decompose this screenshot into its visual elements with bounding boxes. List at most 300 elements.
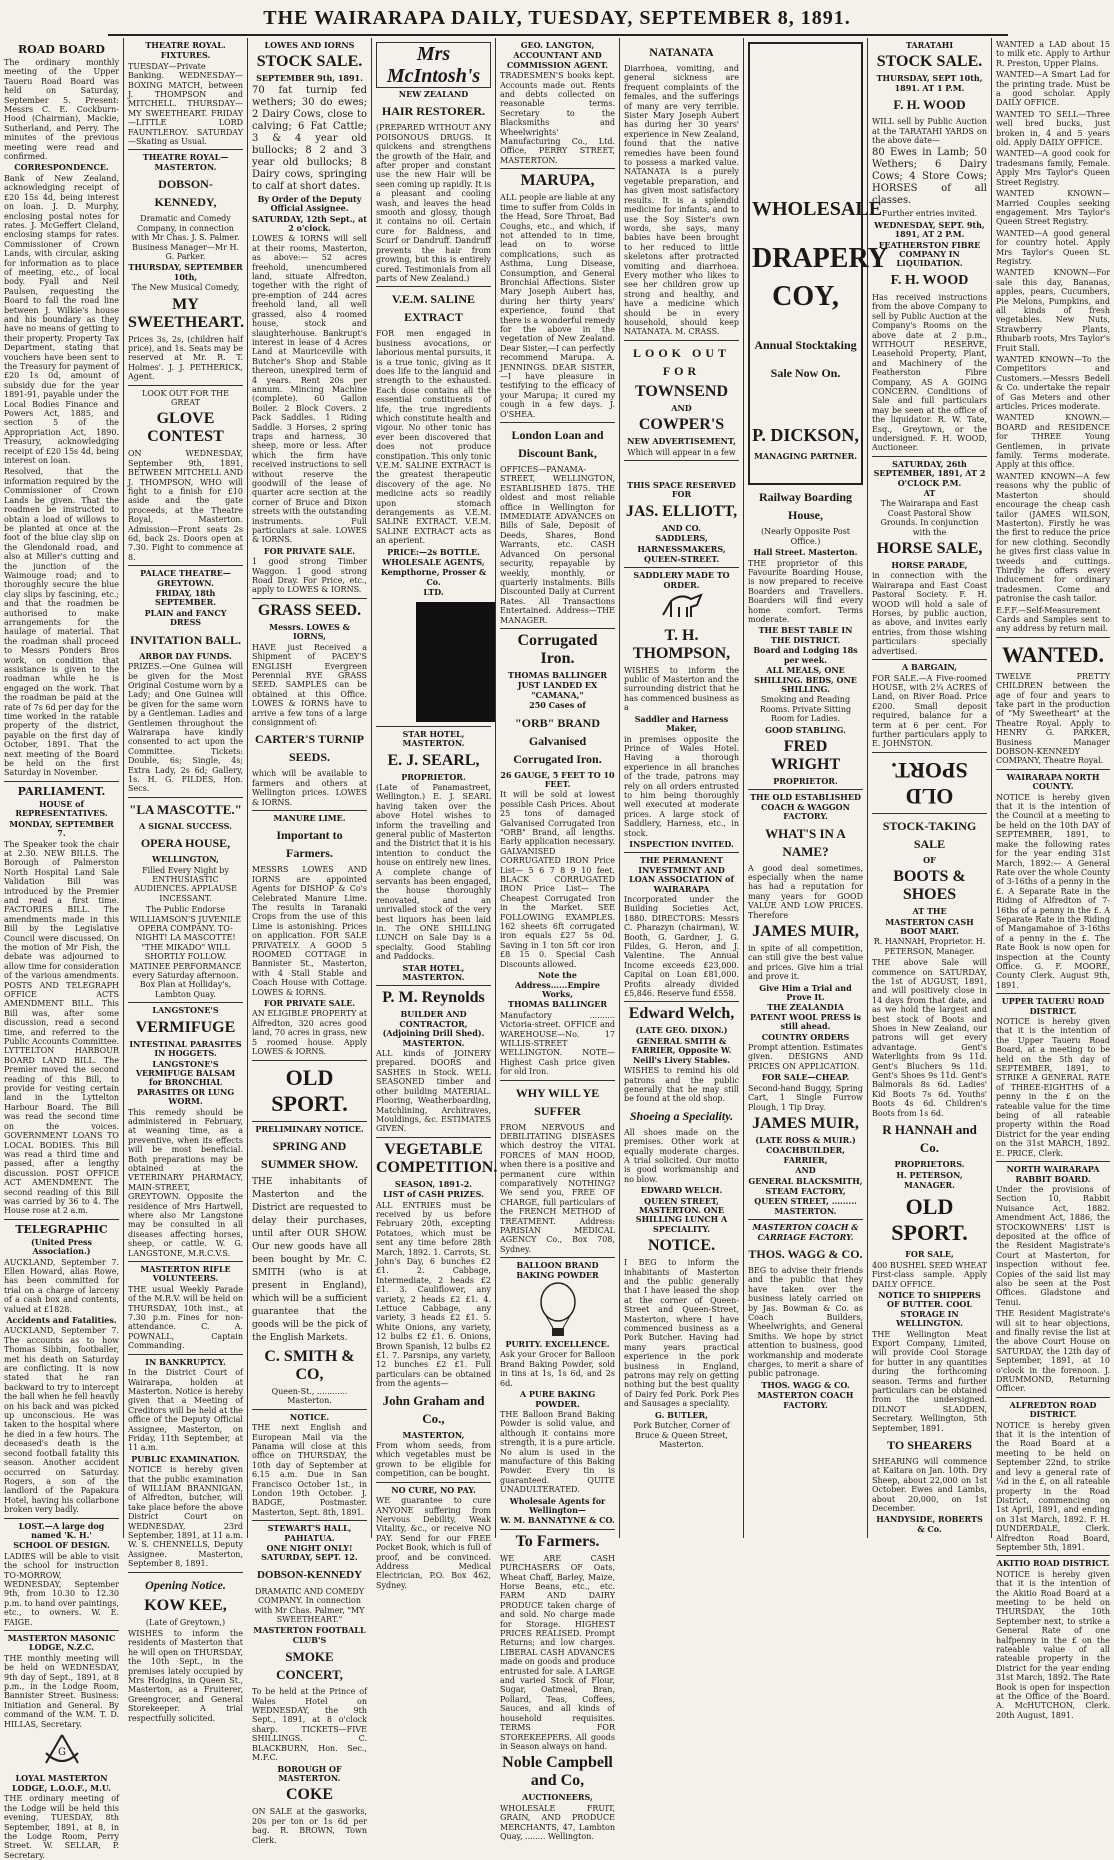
give-trial: Give Him a Trial and Prove It. [759,982,852,1003]
butler-text: Pork Butcher, Corner of Bruce & Queen Street, Masterton. [633,1421,730,1449]
manure-text: MESSRS LOWES AND IORNS are appointed Agents for DISHOP & Co's Celebrated Manure Lime. The results in Taranaki Crops from the use of this Lime is astonishing. Prices on application. FOR SALE PRIVATELY. A GOOD 5 ROOMED COTTAGE in Bannister St., Masterton, with 4 Stall Stable and Coach House with Cottage. LOWES & IORNS. [252,865,367,997]
exam-heading: PUBLIC EXAMINATION. [131,1453,240,1464]
bargain: A BARGAIN, [902,662,957,673]
muir-text: in spite of all competition, can still give the best value and prices. Give him a trial and prove it. [748,944,863,982]
akitio: AKITIO ROAD DISTRICT. [996,1558,1110,1569]
corrugated-title: Corrugated Iron. [517,631,598,667]
peterson: H. PETERSON, [896,1169,963,1180]
column-9 [992,38,1114,1720]
searl-title: E. J. SEARL, [387,751,480,769]
borough: BOROUGH OF MASTERTON. [277,1763,342,1783]
pure-text: THE Balloon Brand Baking Powder is solid value, and although it contains more strength, it is a pure article. No alum is used in the manufacture of this Baking Powder. Every tin is guaranteed. QUITE UNADULTERATED. [500,1409,615,1495]
cash-prizes: LIST of CASH PRIZES. [383,1189,484,1200]
private-sale-heading: FOR PRIVATE SALE. [263,545,356,556]
shoeing: Shoeing a Speciality. [629,1108,734,1123]
james-muir: JAMES MUIR, [752,923,859,940]
sweetheart-title: MY SWEETHEART. [128,295,245,331]
shearing-text: SHEARING will commence at Kaitara on Jan. 10th. Dry Sheep, about 22,000 on 1st October. Ewes and Lambs, about 20,000, on 1st December. [872,1457,987,1514]
no-cure-text: WE guarantee to cure ANYONE suffering from Nervous Debility, Weak Vitality, &c., or receive NO PAY. Send for our FREE Pocket Book, which is full of proof, and be convinced. Address Medical Electrician, P.O. Box 462, Sydney. [376,1496,491,1590]
hair-text: (PREPARED WITHOUT ANY POISONOUS DRUGS. It quickens and strengthens the growth of the Hair, and after proper and constant use the new Hair will be seen coming up rapidly. It is a pleasant and cooling wash, and leaves the head smooth and glossy, though it contains no oil. Certain cure for Baldness, and Scurf or Dandruff. Dandruff prevents the hair from growing, but this is entirely cured. Testimonials from all parts of New Zealand.) [376,123,491,283]
star-hotel-2: STAR HOTEL, MASTERTON. [402,962,465,983]
saddlers: SADDLERS, [655,533,708,544]
vem-price: PRICE:—2s BOTTLE. [387,546,480,557]
bannatyne: W. M. BANNATYNE & CO. [500,1515,615,1526]
country-text: Prompt attention. Estimates given. DESIGNS AND PRICES ON APPLICATION. [748,1043,863,1071]
fred-proprietor: PROPRIETOR. [773,775,838,786]
saddler-text: in premises opposite the Prince of Wales Hotel. Having a thorough experience in all branches of the trade, patrons may rely on all orders entrusted to him being thoroughly well executed at moderate prices. A large stock of Saddlery, Harness, etc., in stock. [624,734,739,838]
factory: MASTERTON COACH FACTORY. [757,1390,854,1410]
zealandia: THE ZEALANDIA PATENT WOOL PRESS is still ahead. [749,1002,862,1032]
just-landed: JUST LANDED EX "CAMANA," [517,680,598,700]
wholesale-wellington: Wholesale Agents for Wellington— [509,1495,606,1515]
smoke-concert: SMOKE CONCERT, [276,1649,343,1683]
rm-text: THE Resident Magistrate's will sit to hear objections, and finally revise the list at the above Court House on SATURDAY, the 12th day of September, 1891, at 10 o'clock in the forenoon. J. DRUMMOND, Returning Officer. [996,1309,1110,1394]
glove-intro: LOOK OUT FOR THE GREAT [142,388,229,407]
rifle-heading: MASTERTON RIFLE VOLUNTEERS. [140,1264,231,1284]
wood2-text: Has received instructions from the above Company to sell by Public Auction at the Company's Rooms on the above date at 2 p.m., WITHOUT RESERVE, Leasehold Property, Plant, and Machinery of the Featherston Fibre Company, AS A GOING CONCERN. Conditions of Sale and full particulars may be seen at the office of the liquidator. R. W. Tate, Esq., Greytown, or the undersigned. F. H. WOOD, Auctioneer. [872,292,987,453]
arbor-day: ARBOR DAY FUNDS. [139,650,232,661]
csmith-title: C. SMITH & CO, [264,1347,355,1383]
for-sale-text: Second-hand Buggy, Spring Cart, 1 Single Furrow Plough, 1 Tip Dray. [748,1083,863,1112]
grass-sub: Messrs. LOWES & IORNS, [269,621,350,642]
column-4 [372,38,498,1590]
accidents-heading: Accidents and Fatalities. [6,1315,117,1325]
wanted-2: WANTED—A Smart Lad for the printing trade. Must be a good scholar. Apply DAILY OFFICE. [996,70,1110,108]
for-sale-cheap: FOR SALE—CHEAP. [761,1072,850,1083]
masonic-text: THE monthly meeting will be held on WEDNESDAY, 9th day of Sept., 1891, at 8 p.m., in the Lodge Room, Bannister Street. Business: Initiation and General. By command of the W.M. T. D. HILLAS, Secretary. [4,1653,119,1729]
dobson-heading: DOBSON-KENNEDY, [154,177,217,210]
inspection: INSPECTION INVITED. [629,838,734,849]
queen-street-lunch: QUEEN STREET, MASTERTON. ONE SHILLING LUNCH A SPECIALITY. [635,1195,728,1234]
kowkee-text: WISHES to inform the residents of Masterton that he will open on THURSDAY, the 10th Sept., in the premises lately occupied by Mrs Hodgins, in Queen St., Masterton, as a Fruiterer, Greengrocer, and General Storekeeper. A trial respectfully solicited. [128,1629,243,1723]
why-suffer: WHY WILL YE SUFFER [515,1085,600,1118]
wanted-4: WANTED—A good cook for tradesmans family, Female. Apply Mrs Taylor's Queen Street Registry. [996,149,1110,187]
rifle-text: THE usual Weekly Parade of the M.R.V. will be held on THURSDAY, 10th inst., at 7.30 p.m. Fines for non-attendance. C. A. POWNALL, Captain Commanding. [128,1284,243,1351]
opening-notice: Opening Notice. [145,1577,226,1592]
private2-heading: FOR PRIVATE SALE. [263,998,356,1009]
dk-text: DRAMATIC AND COMEDY COMPANY. In connection with Mr Chas. Palmer, "MY SWEETHEART." [254,1586,365,1625]
house-heading: HOUSE of REPRESENTATIVES. [15,798,108,819]
important-farmers: Important to Farmers. [276,828,343,861]
railway-text: THE proprietor of this Favourite Boarding House, is now prepared to receive Boarders and Travellers. Boarders will find every home comfort. Terms moderate. [748,558,863,625]
arbor-text: PRIZES.—One Guinea will be given for the Most Original Costume worn by a Lady; and One Guinea will be given for the same worn by a Gentleman. Ladies and Gentlemen throughout the Wairarapa have kindly consented to act upon the Committee. Tickets: Double, 6s; Single, 4s; Extra Lady, 2s 6d; Gallery, 1s. H. G. FILDES, Hon. Secs. [128,662,243,794]
purity: PURITY. EXCELLENCE. [505,1339,610,1350]
sale-now-on: Sale Now On. [770,366,841,380]
correspondence-text: Bank of New Zealand, acknowledging receipt of £20 15s 4d, being interest on loan. J. D. Murphy, enclosing postal notes for rates. J. McGeffert Cleland, enclosing stamps for rates. Commissioner of Crown Lands, with circular, asking for information as to place of meeting, etc., of local body. Fyall and Neil Paulsen, requesting the Board to fall the road line between J. Wilkie's house and his boundary as they have no means of getting to their property. Property Tax Department, stating that vouchers have been sent to the Treasury for payment of £20 1s 0d, amount of subsidy due for the year 1891-91, payable under the Local Bodies Finance and Powers Act, 1885, and section 5 of the Appropriation Act, 1890. Treasury, acknowledging receipt of £20 15s 4d, being interest on loan. [4,173,119,466]
taratahi-stock-sale: STOCK SALE. [876,53,983,71]
school-heading: SCHOOL OF DESIGN. [13,1540,110,1551]
at-label: AT [923,488,936,498]
thompson-text: WISHES to inform the public of Masterton and the surrounding district that he has commenced business as a [624,665,739,713]
mascotte-title: "LA MASCOTTE." [129,801,242,817]
plain-fancy: PLAIN and FANCY DRESS [144,607,227,628]
fixtures-heading: FIXTURES. [160,50,211,61]
horse-text: in connection with the Wairarapa and East Coast Pastoral Society. F. H. WOOD will hold a sale of Horses, by public auction, as above, and invites early entries, from those wishing particulars specially advertised. [872,571,987,656]
column-6 [620,38,744,1538]
private2-text: AN ELIGIBLE PROPERTY at Alfredton, 320 acres good land, 70 acres in grass, new 5 roomed house. Apply LOWES & IORNS. [252,1009,367,1057]
drapery-box [748,42,888,485]
orb-gauge: 26 GAUGE, 5 FEET TO 10 FEET. [500,769,615,789]
new-comedy: The New Musical Comedy, [131,283,240,293]
late-ross: (LATE ROSS & MUIR.) [755,1134,856,1145]
wai-north-text: NOTICE is hereby given that it is the intention of the Council at a meeting to be held on the 10th DAY of SEPTEMBER, 1891, to make the following rates for the year ending 31st March, 1892:— A General Rate over the whole County of 3-16ths of a penny in the £. A Separate Rate in the Riding of Alfredton of 7-16ths of a penny in the £. A Separate Rate in the Riding of Mangamahoe of 3-16ths of a penny in the £. The Rate Book is now open for inspection at the County Office. G. F. MOORE, County Clerk. August 9th, 1891. [996,792,1110,990]
column-3 [248,38,372,1845]
spring-show: SPRING AND SUMMER SHOW. [261,1138,358,1171]
wed-date: WEDNESDAY, SEPT. 9th, 1891, AT 2 P.M. [874,219,985,240]
mail-notice: NOTICE. [289,1411,330,1422]
hair-restorer: HAIR RESTORER. [381,104,486,119]
ew-text: WISHES to remind his old patrons and the public generally that he may still be found at the old shop. [624,1066,739,1104]
drapery-title: DRAPERY [752,243,888,274]
shippers: NOTICE TO SHIPPERS OF BUTTER. COOL STORAGE IN WELLINGTON. [878,1289,981,1329]
old-sport-title: OLD SPORT. [271,1064,348,1116]
railway-boarding: Railway Boarding House, [758,490,852,523]
column-8 [868,38,992,1538]
balsam: LANGSTONE'S VERMIFUGE BALSAM for BRONCHIAL PARASITES OR LUNG WORM. [135,1058,236,1107]
and-co: AND CO. [662,522,701,533]
notice-text: I BEG to inform the inhabitants of Masterton and the public generally that I have leased the shop at the corner of Queen-Street and Queen-Street, Masterton, where I have commenced business as a Pork Butcher. Having had many years practical experience in the pork business in England, patrons may rely on getting nothing but the best quality of Dairy fed Pork. Pork Pies and Sausages a speciality. [624,1258,739,1409]
lowes-text: LOWES & IORNS will sell at their rooms, Masterton, as above:— 52 acres freehold, unencumbered land, situate Alfredton, together with the right of pre-emption of 244 acres freehold land, all well grassed, also 4 roomed house, stock and slaughterhouse. Bankrupt's interest in lease of 4 Acres Land at Mauriceville with Butcher's Shop and Stable thereon, unexpired term of 4 years. Rent 20s per annum. Mincing Machine (complete). 60 Gallon Boiler. 2 Block Covers. 2 Pack Saddles. 1 Riding Saddle. 3 Horses, 2 spring traps and harness, 30 sheep, more or less. After which the firm have received instructions to sell without reserve the goodwill of the lease of quarter acre section at the corner of Bruce and Dixon streets with the outstanding instruments. Full particulars at sale. LOWES & IORNS. [252,234,367,545]
graham-masterton: MASTERTON, [402,1429,465,1440]
newspaper-columns [0,38,1114,1860]
orb-text: It will be sold at lowest possible Cash Prices. About 25 tons of damaged Galvanised Corrugated Iron "ORB" Brand, all lengths. Early application necessary. GALVANISED CORRUGATED IRON Price List— 5 6 7 8 9 10 feet. BLACK CORRUGATED IRON Price List— The Cheapest Corrugated Iron in the Market. SEE FOLLOWING EXAMPLES. 162 sheets 6ft corrugated iron equals £27 5s 0d. Saving in 1 ton 5ft cor iron £8 15 0. Special Cash Discounts allowed. [500,790,615,969]
noble-campbell: Noble Campbell and Co, [502,1754,613,1790]
queen-masterton: QUEEN STREET, ......... MASTERTON. [754,1196,857,1216]
board-lodging: Board and Lodging 18s per week. [753,645,858,665]
no-cure: NO CURE, NO PAY. [391,1484,476,1495]
wanted-3: WANTED TO SELL—Three well bred bucks, just broken in, 4 and 5 years old. Apply DAILY OFFICE. [996,109,1110,148]
fh-wood-2: F. H. WOOD [890,272,969,288]
searl-text: (Late of Panamastreet, Wellington.) E. J. SEARL having taken over the above Hotel wishes to inform the travelling and general public of Masterton and the District that it is his intention to conduct the house on entirely new lines. A complete change of servants has been engaged, the house thoroughly renovated, and an unrivalled stock of the very best liquors has been laid in. The ONE SHILLING LUNCH on Sale Day is a specialty. Good Stabling and Paddocks. [376,782,491,962]
permanent-text: Incorporated under the Building Societies Act, 1880. DIRECTORS: Messrs C. Pharazyn (chairman), W. Booth, G. Gardner, J. G. Fildes, G. Heron, and J. Valentine. The Annual Income exceeds £23,000. Capital on Loan £81,000. Profits already divided £5,846. Reserve fund £558. [624,895,739,999]
by-order: By Order of the Deputy Official Assignee. [257,193,362,214]
fixtures-text: TUESDAY—Private Banking. WEDNESDAY—BOXING MATCH, between J. THOMPSON and MITCHELL. THURSDAY—MY SWEETHEART. FRIDAY—LITTLE LORD FAUNTLEROY. SATURDAY—Skating as Usual. [128,61,243,147]
balsam-text: This remedy should be administered in February, at weaning time, as a preventive, when its effects will be most beneficial. Both preparations may be obtained at the VETERINARY PHARMACY, MAIN-STREET, GREYTOWN. Opposite the residence of Mrs Hartwell, where also Mr Langstone may be consulted in all diseases affecting horses, sheep, or cattle. W. G. LANGSTONE, M.R.C.V.S. [128,1107,243,1258]
wai-north: WAIRARAPA NORTH COUNTY. [1006,771,1100,792]
opera-text: Filled Every Night by ENTHUSIASTIC AUDIENCES. APPLAUSE INCESSANT. [134,865,237,903]
accidents-text: AUCKLAND, September 7. The accounts as to how Thomas Sibbin, footballer, met his death on Saturday are conflicting. It is now stated that he ran backward to try to intercept the ball when he fell heavily on his back and was picked up unconscious. He was taken to the hospital where he died in a few hours. The deceased's death is the second football fatality this season. Another accident occurred on Saturday. Rogers, a son of the landlord of the Papakura Hotel, having his collarbone broken very badly. [4,1326,119,1515]
grass-text: HAVE just Received a Shipment of PACEY'S ENGLISH Evergreen Perennial RYE GRASS SEED. SAMPLES can be obtained at this Office. LOWES & IORNS have to arrive a few tons of a large consignment of: [252,642,367,727]
wanted-9: WANTED KNOWN.—BOARD and RESIDENCE for THREE Young Gentlemen, in private family. Terms moderate. Apply at this office. [996,413,1110,470]
which-appear: Which will appear in a few [627,447,736,457]
wagg: THOS. WAGG & CO. [748,1246,863,1261]
edward-welch: Edward Welch, [628,1005,735,1023]
column-2 [124,38,248,1723]
shippers-text: THE Wellington Meat Export Company, Limited, will provide Cool Storage for butter in any quantities during the forthcoming season. Terms and further particulars can be obtained from the undersigned. DILNOT SLADDEN, Secretary. Wellington, 5th September, 1891. [872,1329,987,1433]
vermifuge-title: VERMIFUGE [135,1018,236,1036]
coy-title: COY, [772,281,839,312]
why-text: FROM NERVOUS and DEBILITATING DISEASES which destroy the VITAL FORCES of MAN HOOD, when there is a positive and permanent cure within comparatively NOTHING? We send you, FREE OF CHARGE, full particulars of the FRENCH METHOD of TREATMENT. Address: PARISIAN MEDICAL AGENCY Co., Box 708, Sydney. [500,1122,615,1254]
coachbuilder: COACHBUILDER, FARRIER, [765,1145,846,1165]
dk-title: DOBSON-KENNEDY [256,1568,363,1581]
printed-black-block [416,602,495,722]
saturday-date: SATURDAY, 12th Sept., at 2 o'clock. [252,213,367,234]
manure-heading: MANURE LIME. [273,812,346,823]
harness: HARNESSMAKERS, [637,543,726,554]
graham-text: From whom seeds, from which vegetables must be grown to be eligible for competition, can be bought. [376,1441,491,1479]
school-text: LADIES will be able to visit the school for instruction TO-MORROW, WEDNESDAY, September 9th, from 10.30 to 12.30 p.m. to hand over paintings, etc., to owners. W. E. FAIGE. [4,1551,119,1627]
kowkee-title: KOW KEE, [144,1596,227,1614]
taratahi-date: THURSDAY, SEPT 10th, 1891. AT 1 P.M. [876,73,983,93]
mcintosh-logo: Mrs McIntosh's [376,42,491,88]
cases: 250 Cases of [529,700,586,711]
stock-sale-date: SEPTEMBER 9th, 1891. [256,73,363,84]
glove-text: ON WEDNESDAY, September 9th, 1891, BETWEEN MITCHELL AND J. THOMPSON, WHO will fight to a finish for £10 aside and the gate proceeds, at the Theatre Royal, Masterton. Admission—Front seats 2s 6d, back 2s. Doors open at 7.30. Fight to commence at 8. [128,449,243,562]
alfredton-text: NOTICE is hereby given that it is the intention of the Road Board at a meeting to be held on September 22nd, to strike and levy a general rate of ¼d in the £, on all rateable property in the Road District, commencing on 1st April, 1891, and ending on 31st March, 1892. F. H. DUNDERDALE, Clerk. Alfredton Road Board, September 5th, 1891. [996,1420,1110,1552]
manager: MANAGER. [904,1179,955,1190]
veg-text: ALL ENTRIES must be received by us before February 20th, excepting Potatoes, which must be sent any time before 28th March, 1892. 1. Carrots, St. John's Day, 6 bunches £2 £1. 2. Cabbage, Intermediate, 2 heads £2 £1. 3. Cauliflower, any variety, 2 heads £2 £1. 4. Lettuce Cabbage, any variety, 3 heads £2 £1. 5. White Onions, any variety, 12 bulbs £2 £1. 6. Onions, Brown Spanish, 12 bulbs £2 £1. 7. Parsnips, any variety, 12 bunches £2 £1. Full particulars can be obtained from the agents— [376,1200,491,1389]
road-board-heading: ROAD BOARD [18,43,105,56]
ltd: LTD. [423,587,444,598]
ballinger-name: THOMAS BALLINGER [508,669,607,680]
wood-text: WILL sell by Public Auction at the TARATAHI YARDS on the above date— [872,117,987,146]
fh-wood: F. H. WOOD [893,97,966,113]
langton-text: TRADESMEN'S books kept. Accounts made out. Rents and debts collected on reasonable terms. Secretary to the Blacksmiths and Wheelwrights' Manufacturing Co., Ltd. Office, PERRY STREET, MASTERTON. [500,71,615,165]
farmers-text: WE ARE CASH PURCHASERS OF Oats, Wheat Chaff, Barley, Maize, Horse Beans, etc., etc. FARM AND DAIRY PRODUCE taken charge of and sold. No charge made for Storage. HIGHEST PRICES REALISED. Prompt Returns; and low charges. LIBERAL CASH ADVANCES made on goods and produce entrusted for sale. A LARGE and varied Stock of Flour, Sugar, Oatmeal, Bran, Pollard, Teas, Coffees, Sauces, and all kinds of household requisites. TERMS FOR STOREKEEPERS. All goods in Season always on hand. [500,1553,615,1751]
of-label: OF [923,854,936,865]
saddlery: SADDLERY MADE TO ORDER. [633,570,730,590]
wanted-8: WANTED KNOWN—To the Competitors and Customers.—Messrs Bedell & Co. undertake the repair of Gas Meters and other articles. Prices moderate. [996,355,1110,412]
opera-house: OPERA HOUSE, [140,836,231,851]
cowper: COWPER'S [638,416,725,434]
taratahi-items: 80 Ewes in Lamb; 50 Wethers; 6 Dairy Cows; 4 Store Cows; HORSES of all classes. [872,147,987,207]
whats-in-a-name: WHAT'S IN A NAME? [765,825,846,859]
bankruptcy-text: In the District Court of Wairarapa, holden at Masterton. Notice is hereby given that a Meeting of Creditors will be held at the office of the Deputy Official Assignee, Masterton, on Friday, 11th September, at 11 a.m. [128,1368,243,1453]
balloon-icon [500,1282,615,1338]
wanted-7: WANTED KNOWN—For sale this day, Bananas, apples, pears, Cucumbers, Pie Melons, Pumpkins, and all kinds of fresh vegetables. New Nuts, Strawberry Plants, Rhubarb roots, Mrs Taylor's Fruit Stall. [996,268,1110,353]
bargain-text: FOR SALE.—A Five-roomed HOUSE, with 2¼ ACRES of Land, on River Road. Price £200. Small deposit required, balance for a term at 6 per cent. For further particulars apply to E. JOHNSTON. [872,673,987,749]
public-endorse: The Public Endorse WILLIAMSON'S JUVENILE OPERA COMPANY. TO-NIGHT! LA MASCOTTE! "THE MIKADO" WILL SHORTLY FOLLOW. MATINEE PERFORMANCE every Saturday afternoon. Box Plan at Holliday's, Lambton Quay. [129,905,242,999]
spring-text: THE inhabitants of Masterton and the District are requested to delay their purchases, until after OUR SHOW. Our new goods have all been bought by Mr. C. SMITH (who is at present in England), which will be a sufficient guarantee that the goods will be the pick of the English Markets. [252,1176,367,1343]
james-muir-2: JAMES MUIR, [752,1114,859,1132]
langton-title: GEO. LANGTON, [520,40,595,50]
look-out: LOOK OUT FOR [632,345,730,378]
wholesale-title: WHOLESALE [752,198,883,220]
permanent-heading: THE PERMANENT INVESTMENT AND LOAN ASSOCIATION of WAIRARAPA [629,855,734,894]
orb-brand: "ORB" BRAND Galvanised Corrugated Iron. [513,715,602,766]
smoking-rooms: Smoking and Reading Rooms. Private Sitting Room for Ladies. [759,695,852,724]
edward-welch-2: EDWARD WELCH. [640,1185,723,1196]
boots-text: THE above Sale will commence on SATURDAY, the 1st of AUGUST, 1891, and will positively close in 14 days from that date, and as we hold the largest and best stock of Boots and Shoes in New Zealand, our patrons will get every advantage. Gent's Waterlights from 9s 11d. Gent's Bluchers 9s 11d. Gent's Shoes 9s 11d. Gent's Balmorals 8s 6d. Ladies' Kid Boots 7s 6d. Youths' Boots 4s 6d. Children's Boots from 1s 6d. [872,958,987,1118]
featherston: FEATHERSTON FIBRE COMPANY IN LIQUIDATION. [878,239,981,269]
hall-street: Hall Street. Masterton. [753,547,858,558]
london-text: OFFICES—PANAMA-STREET, WELLINGTON, ESTABLISHED 1875. THE oldest and most reliable office in Wellington for IMMEDIATE ADVANCES on Bills of Sale, Deposit of Deeds, Shares, Bond Warrants, etc. CASH Advanced On personal security, repayable by weekly, monthly, or quarterly instalments. Bills Discounted Daily at Current Rates. All Transactions Entertained. Address—THE MANAGER. [500,465,615,625]
accountant: ACCOUNTANT AND COMMISSION AGENT. [506,50,609,70]
football-club: MASTERTON FOOTBALL CLUB'S [253,1625,366,1645]
station: The Wairarapa and East Coast Pastoral Show Grounds. In conjunction with the [880,499,979,537]
whats-text: A good deal sometimes, especially when the name has had a reputation for many years for GOOD VALUE AND LOW PRICES. Therefore [748,863,863,920]
veg-competition: VEGETABLE COMPETITION. [376,1140,498,1176]
upper-text: NOTICE is hereby given that it is the intention of the Upper Taueru Road Board, at a meeting to be held on the 5th day of SEPTEMBER, 1891, to STRIKE A GENERAL RATE of THREE-EIGHTHS of a penny in the £ on the rateable value for the time being of all rateable property within the Road District for the year ending on the 31st MARCH, 1892. E. PRICE, Clerk. [996,1017,1110,1158]
vem-title: V.E.M. SALINE EXTRACT [391,292,476,325]
blacksmith: GENERAL BLACKSMITH, [748,1175,863,1186]
and-1: AND [671,402,692,413]
old-sport-inverted: OLD SPORT. [891,757,968,809]
private-sale-text: 1 good strong Timber Waggon. 1 good strong Road Dray. For Price, etc., apply to LOWES & IORNS. [252,557,367,595]
hannah: R. HANNAH, Proprietor. H. PETERSON, Manager. [873,937,986,956]
road-board-text: The ordinary monthly meeting of the Upper Taueru Road Board was held on Saturday, September 5. Present: Messrs C. E. Cockburn-Hood (Chairman), Mackie, Sutherland, and Perry. The minutes of the previous meeting were read and confirmed. [4,58,119,162]
telegraphic-text: AUCKLAND, September 7. Ellen Howard, alias Rowe, has been committed for trial on a charge of larceny of a cash box and contents, valued at £1828. [4,1257,119,1314]
prices-text: Prices 3s, 2s, (children half price), and 1s. Seats may be reserved at Mr. R. T. Holmes'. J. J. PETHERICK, Agent. [128,334,243,382]
to-shearers: TO SHEARERS [887,1438,972,1453]
alfredton: ALFREDTON ROAD DISTRICT. [1009,1399,1097,1420]
wanted-10: WANTED KNOWN—A few reasons why the public of Masterton should encourage the cheap cash tailor (JAMES WILSON, Masterton). Firstly he was the first to reduce the price for new clothing. Secondly he gives first class value in tweeds and cuttings. Thirdly he offers every inducement for ordinary tradesmen. Come and patronise the cash tailor. [996,471,1110,604]
twelve-children: TWELVE PRETTY CHILDREN between the age of four and years to take part in the production of "My Sweetheart" at the Theatre Royal. Apply to HENRY G. PARKER, Business Manager DOBSON-KENNEDY COMPANY, Theatre Royal. [996,671,1110,766]
exam-text: NOTICE is hereby given that the public examination of WILLIAM BRANNIGAN, of Alfredton, butcher, will take place before the above District Court on WEDNESDAY, 23rd September, 1891, at 11 a.m. W. S. CHENNELLS, Deputy Assignee. Masterton, September 8, 1891. [128,1465,243,1569]
horse-sale: HORSE SALE, [876,540,983,558]
thursday-date: THURSDAY, SEPTEMBER 10th, [128,262,243,282]
nz-label: NEW ZEALAND [398,89,469,99]
good-stabling: GOOD STABLING. [765,724,846,735]
natanata-text: Diarrhoea, vomiting, and general sickness are frequent complaints of the females, and the sufferings of many are very terrible. Sister Mary Joseph Aubert has during her 30 years' experience in New Zealand, found that the native remedies have been found to possess a marked value. NATANATA is a purely vegetable preparation, and has given most satisfactory results. It is a splendid medicine for infants, and to use the Soy Sister's own words, she says, many babies have been brought to her reduced to little skeletons after protracted vomiting and diarrhoea. Every mother who likes to see her children grow up strong and healthy, and have a medicine which should be in every household, should keep NATANATA. M. CRASS. [624,64,739,337]
pure-powder: A PURE BAKING POWDER. [519,1389,596,1409]
coke-title: COKE [285,1786,334,1804]
bushels: 400 BUSHEL SEED WHEAT First-class sample. Apply DAILY OFFICE. [872,1260,987,1289]
smoke-text: To be held at the Prince of Wales Hotel on WEDNESDAY, the 9th Sept., 1891, at 8 o'clock sharp. TICKETS—FIVE SHILLINGS. C. BLACKBURN, Hon. Sec., M.F.C. [252,1687,367,1763]
graham-title: John Graham and Co., [382,1392,485,1426]
press-association: (United Press Association.) [30,1236,93,1257]
saturday-26: SATURDAY, 26th SEPTEMBER, 1891, AT 2 O'CLOCK P.M. [873,458,986,488]
wanted-1: WANTED a LAD about 15 to milk etc. Apply to Arthur R. Preston, Upper Plains. [996,40,1110,68]
vem-text: FOR men engaged in business avocations, or laborious mental pursuits, it is a true tonic, giving as it does life to the languid and strength to the exhausted. Each dose contains all the essential constituents of life, the true ingredients which constitute health and vigour. No other tonic has ever been discovered that does not produce constipation. This only tonic V.E.M. SALINE EXTRACT is the greatest therapeutic discovery of the age. No medicine acts so readily upon stomach derangements as V.E.M. SALINE EXTRACT. V.E.M. SALINE EXTRACT acts as an aperient. [376,329,491,546]
builder-text: ALL kinds of JOINERY prepared. DOORS and SASHES in Stock. WELL SEASONED timber and other building MATERIAL. Flooring, Weatherboarding, Matchlining, Architraves, Mouldings, &c. ESTIMATES GIVEN. [376,1049,491,1134]
north-wai-rabbit: NORTH WAIRARAPA RABBIT BOARD. [1006,1164,1100,1184]
wagg-2: THOS. WAGG & CO. [761,1379,850,1390]
note-address: Note the Address......Empire Works, [515,970,600,999]
bankruptcy-heading: IN BANKRUPTCY. [145,1356,226,1367]
auctioneers: AUCTIONEERS, [522,1792,593,1803]
preliminary-notice: PRELIMINARY NOTICE. [255,1123,364,1134]
farrier: GENERAL SMITH & FARRIER, Opposite W. Neill's Livery Stables. [631,1035,732,1065]
coach-factory: MASTERTON COACH & CARRIAGE FACTORY. [752,1222,859,1242]
lowes-heading: LOWES AND IORNS [264,40,355,50]
saddler-harness: Saddler and Harness Maker, [634,713,729,734]
boot-mart: MASTERTON CASH BOOT MART. [885,916,974,936]
further-entries: Further entries invited. [881,209,978,219]
ballinger-2-text: Manufactory .......... Victoria-street. OFFICE and WAREHOUSE—No. 17 WILLIS-STREET WELLINGTON. NOTE—Highest Cash price given for old Iron. [500,1010,615,1077]
for-sale-2: FOR SALE, [905,1249,954,1260]
theatre2-heading: THEATRE ROYAL—MASTERTON. [142,152,229,172]
mail-text: THE next English and European Mail via the Panama will close at this office on THURSDAY, the 10th day of September at 6.15 a.m. Due in San Francisco October 1st., in London 19th October. J. BADGE, Postmaster. Masterton, Sept. 8th, 1891. [252,1423,367,1517]
kempthorne: Kempthorne, Prosser & Co. [380,567,487,587]
friday-date: FRIDAY, 18th SEPTEMBER. [154,588,217,608]
handyside: HANDYSIDE, ROBERTS & Co. [876,1514,983,1534]
noble-text: WHOLESALE FRUIT, GRAIN, AND PRODUCE MERCHANTS, 47, Lambton Quay, ........ Wellington. [500,1803,615,1841]
townsend: TOWNSEND [634,382,729,400]
fred-wright: FRED WRIGHT [770,737,841,773]
wholesale-agents: WHOLESALE AGENTS, [382,557,485,568]
nearly-opposite: (Nearly Opposite Post Office.) [760,527,851,546]
old-established: THE OLD ESTABLISHED COACH & WAGGON FACTORY. [750,792,861,822]
column-1 [0,38,124,1860]
wellington: WELLINGTON, [152,854,219,865]
proprietors: PROPRIETORS. [894,1159,965,1170]
langstone-name: LANGSTONE'S [152,1005,219,1016]
invitation-ball: INVITATION BALL. [130,632,241,647]
column-5 [496,38,620,1841]
at-the: AT THE [912,906,947,917]
horse-icon [624,591,739,623]
shoeing-text: All shoes made on the premises. Other work at equally moderate charges. A trial solicited. Our motto is good workmanship and no blow. [624,1127,739,1184]
builder: BUILDER AND CONTRACTOR, (Adjoining Drill Shed). MASTERTON. [382,1009,485,1048]
upper-taueru: UPPER TAUERU ROAD DISTRICT. [1001,996,1105,1016]
thompson: T. H. THOMPSON, [632,626,731,662]
stocktaking-sale: STOCK-TAKING SALE [882,818,977,851]
taratahi: TARATAHI [905,40,954,50]
theatre-heading: THEATRE ROYAL. [145,40,226,50]
reynolds-title: P. M. Reynolds [382,989,485,1007]
wanted-big: WANTED. [1001,641,1105,667]
wanted-6: WANTED—A good general for country hotel. Apply Mrs Taylor's Queen St. Registry. [996,228,1110,266]
searl-proprietor: PROPRIETOR. [401,771,466,782]
loyal-lodge-heading: LOYAL MASTERTON LODGE, L.O.O.F., M.U. [12,1773,111,1793]
star-hotel: STAR HOTEL, MASTERTON. [402,728,465,749]
stock-items: 70 fat turnip fed wethers; 30 do ewes; 2 Dairy Cows, close to calving; 6 Fat Cattle; 3 & 4 year old bullocks; 8 2 and 3 year old bullocks; 8 Dairy cows, springing to calf at short dates. [252,84,367,192]
grass-seed-title: GRASS SEED. [257,601,362,619]
coke-text: ON SALE at the gasworks, 20s per ton or 1s 6d per bag. R. BROWN, Town Clerk. [252,1807,367,1845]
correspondence-heading: CORRESPONDENCE. [14,162,109,173]
glove-title: GLOVE CONTEST [147,410,224,446]
parliament-text: The Speaker took the chair at 2.30. NEW BILLS. The Borough of Palmerston North Hospital Land Sale Validation Bill was introduced by the Premier and read a first time. FACTORIES BILL. The amendments made in this Bill by the Legislative Council were discussed. On the motion of Mr Fish, the debate was adjourned to allow time for consideration of the various amendments. POSTS AND TELEGRAPH OFFICE ACTS AMENDMENT BILL. This Bill was, after some discussion, read a second time, and referred to the Public Accounts Committee. LYTTELTON HARBOUR BOARD LAND BILL. The Premier moved the second reading of this Bill, to provide for vesting certain land in the Lyttelton Harbour Board. The Bill was read the second time on the voices. GOVERNMENT LOANS TO LOCAL BODIES. This Bill was read a third time and passed, after a lengthy discussion. POST OFFICE ACT AMENDMENT. The second reading of this Bill was carried by 36 to 4. The House rose at 2 a.m. [4,839,119,1216]
masonic-emblem-icon [4,1731,119,1773]
new-adv: NEW ADVERTISEMENT, [627,436,736,447]
and-2: AND [795,1165,816,1176]
one-night: ONE NIGHT ONLY! SATURDAY, SEPT. 12. [261,1543,358,1563]
svg-text:G: G [57,1747,66,1759]
parliament-heading: PARLIAMENT. [17,784,106,798]
resolved-text: Resolved, that the information required by the Commissioner of Crown Lands be given. That the roadmen be instructed to obtain a load of willows to be planted at once at the foot of the blue clay slip on the Glendonald road, and also at Miller's cutting and the junction of the Waimouge road; and to thoroughly secure the blue clay slips by fascining, etc.; and that the roadmen be authorised to make arrangements for the haulage of material. That the roadman shall proceed to Messrs Ponders Bros work, on condition that assistance is given to the roadman while he is engaged on the work. That the roadman be paid at the rate of 7s 6d per day for the time worked in the ratable property of the district, payable on the first day of October, 1891. That the next meeting of the Board be held on the first Saturday in November. [4,467,119,778]
all-meals: ALL MEALS, ONE SHILLING. BEDS, ONE SHILLING. [754,665,857,694]
steam-factory: STEAM FACTORY, [765,1185,846,1196]
dickson: P. DICKSON, [752,425,859,445]
lost-heading: LOST.—A large dog named 'K. H.' [18,1520,105,1540]
best-table: THE BEST TABLE IN THE DISTRICT. [758,625,853,645]
balloon-text: Ask your Grocer for Balloon Brand Baking Powder, sold in tins at 1s, 1s 6d, and 2s 6d. [500,1350,615,1388]
column-7 [744,38,888,1538]
telegraphic-heading: TELEGRAPHIC [15,1222,108,1236]
natanata-title: NATANATA [649,45,714,59]
wanted-11: E.F.F.—Self-Measurement Cards and Samples sent to any address by return mail. [996,605,1110,634]
carters-title: CARTER'S TURNIP SEEDS. [254,732,365,765]
north-wai-text: Under the provisions of Section 10, Rabbit Nuisance Act, 1882. Amendment Act, 1886, the STOCKOWNERS' LIST is deposited at the office of the Resident Magistrate's Court at Masterton, for inspection without fee. Copies of the said list may also be seen at the Post Offices. Gladstone and Tenui. [996,1184,1110,1307]
managing-partner: MANAGING PARTNER. [753,451,858,461]
country-orders: COUNTRY ORDERS [761,1031,850,1042]
space-reserved: THIS SPACE RESERVED FOR [627,480,736,500]
stewart-hall: STEWART'S HALL, PAHIATUA. [267,1523,352,1543]
palace-heading: PALACE THEATRE—GREYTOWN. [140,568,231,588]
akitio-text: NOTICE is hereby given that it is the intention of the Akitio Road Board at a meeting to be held on THURSDAY, the 10th September next, to strike a General Rate of one halfpenny in the £ on the rateable value of all rateable property in the District for the year ending 31st March, 1892. The Rate Book is open for inspection at the Office of the Board. A. McHUTCHON, Clerk. 20th August, 1891. [996,1569,1110,1720]
carters-text: which will be available to farmers and others at Wellington prices. LOWES & IORNS. [252,769,367,807]
queen-street: QUEEN-STREET. [643,554,720,565]
stock-sale-title: STOCK SALE. [256,53,363,71]
hannah-co: R HANNAH and Co. [882,1122,977,1156]
parliament-date: MONDAY, SEPTEMBER 7. [9,818,114,839]
london-bank: London Loan and Discount Bank, [511,428,604,461]
loyal-lodge-text: THE ordinary meeting of the Lodge will be held this evening, TUESDAY, 8th September, 1891, at 8, in the Lodge Room, Perry Street. W. SELLAR, P. Secretary. [4,1794,119,1860]
horse-parade: HORSE PARADE, [891,560,968,571]
signal-success: A SIGNAL SUCCESS. [139,820,232,831]
ballinger-2: THOMAS BALLINGER [508,999,607,1010]
masthead-rule [108,34,1008,36]
notice-heading: NOTICE. [647,1237,716,1255]
season: SEASON, 1891-2. [394,1178,473,1189]
butler: G. BUTLER, [655,1409,708,1420]
masonic-heading: MASTERTON MASONIC LODGE, N.Z.C. [7,1633,116,1653]
wagg-text: BEG to advise their friends and the public that they have taken over the business lately carried on by Jas. Bowman & Co. as Coach Builders, Wheelwrights, and General Smiths. We hope by strict attention to business, good workmanship and moderate charges, to merit a share of public patronage. [748,1265,863,1379]
old-sport-2: OLD SPORT. [891,1194,968,1246]
csmith-sub: Queen-St., ............ Masterton. [271,1386,348,1406]
dobson-text: Dramatic and Comedy Company, in connection with Mr Chas. J. S. Palmer. Business Manager—Mr H. G. Parker. [131,214,240,261]
